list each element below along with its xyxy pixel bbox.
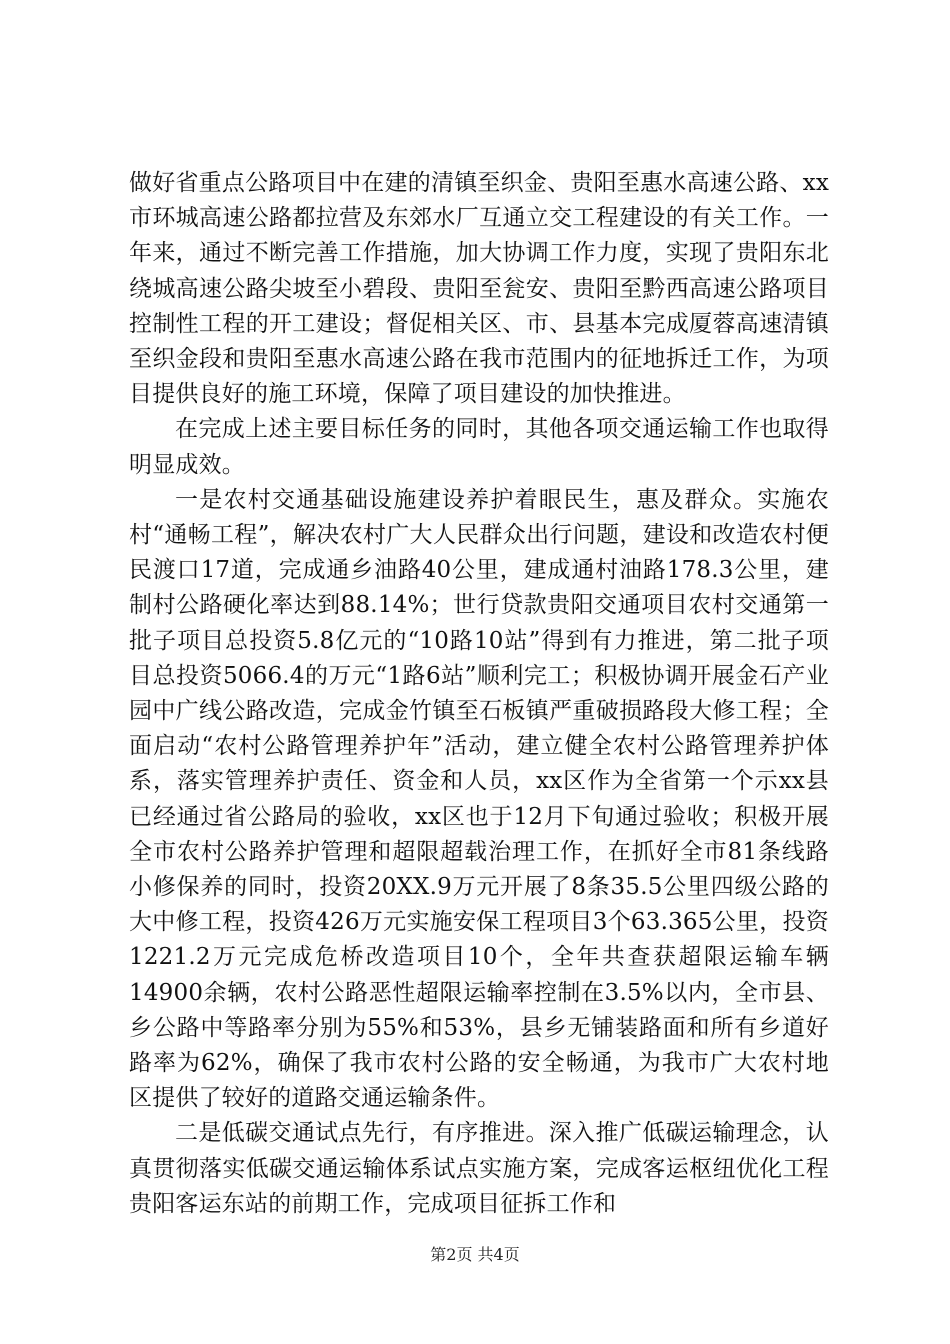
paragraph-rural-transport: 一是农村交通基础设施建设养护着眼民生，惠及群众。实施农村“通畅工程”，解决农村广大人民群众出行问题，建设和改造农村便民渡口17道，完成通乡油路40公里，建成通村油路178.3公里，建制村公路硬化率达到88.14%；世行贷款贵阳交通项目农村交通第一批子项目总投资5.8亿元的“10路10站”得到有力推进，第二批子项目总投资5066.4的万元“1路6站”顺利完工；积极协调开展金石产业园中广线公路改造，完成金竹镇至石板镇严重破损路段大修工程；全面启动“农村公路管理养护年”活动，建立健全农村公路管理养护体系，落实管理养护责任、资金和人员，xx区作为全省第一个示xx县已经通过省公路局的验收，xx区也于12月下旬通过验收；积极开展全市农村公路养护管理和超限超载治理工作，在抓好全市81条线路小修保养的同时，投资20XX.9万元开展了8条35.5公里四级公路的大中修工程，投资426万元实施安保工程项目3个63.365公里，投资1221.2万元完成危桥改造项目10个，全年共查获超限运输车辆14900余辆，农村公路恶性超限运输率控制在3.5%以内，全市县、乡公路中等路率分别为55%和53%，县乡无铺装路面和所有乡道好路率为62%，确保了我市农村公路的安全畅通，为我市广大农村地区提供了较好的道路交通运输条件。 xyxy=(129,486,829,1112)
paragraph-summary: 在完成上述主要目标任务的同时，其他各项交通运输工作也取得明显成效。 xyxy=(129,416,829,478)
page-number-footer: 第2页 共4页 xyxy=(430,1245,520,1264)
paragraph-continuation: 做好省重点公路项目中在建的清镇至织金、贵阳至惠水高速公路、xx市环城高速公路都拉营及东郊水厂互通立交工程建设的有关工作。一年来，通过不断完善工作措施，加大协调工作力度，实现了贵阳东北绕城高速公路尖坡至小碧段、贵阳至瓮安、贵阳至黔西高速公路项目控制性工程的开工建设；督促相关区、市、县基本完成厦蓉高速清镇至织金段和贵阳至惠水高速公路在我市范围内的征地拆迁工作，为项目提供良好的施工环境，保障了项目建设的加快推进。 xyxy=(129,170,829,408)
paragraph-low-carbon: 二是低碳交通试点先行，有序推进。深入推广低碳运输理念，认真贯彻落实低碳交通运输体系试点实施方案，完成客运枢纽优化工程贵阳客运东站的前期工作，完成项目征拆工作和 xyxy=(129,1120,829,1217)
document-body xyxy=(129,166,829,1222)
